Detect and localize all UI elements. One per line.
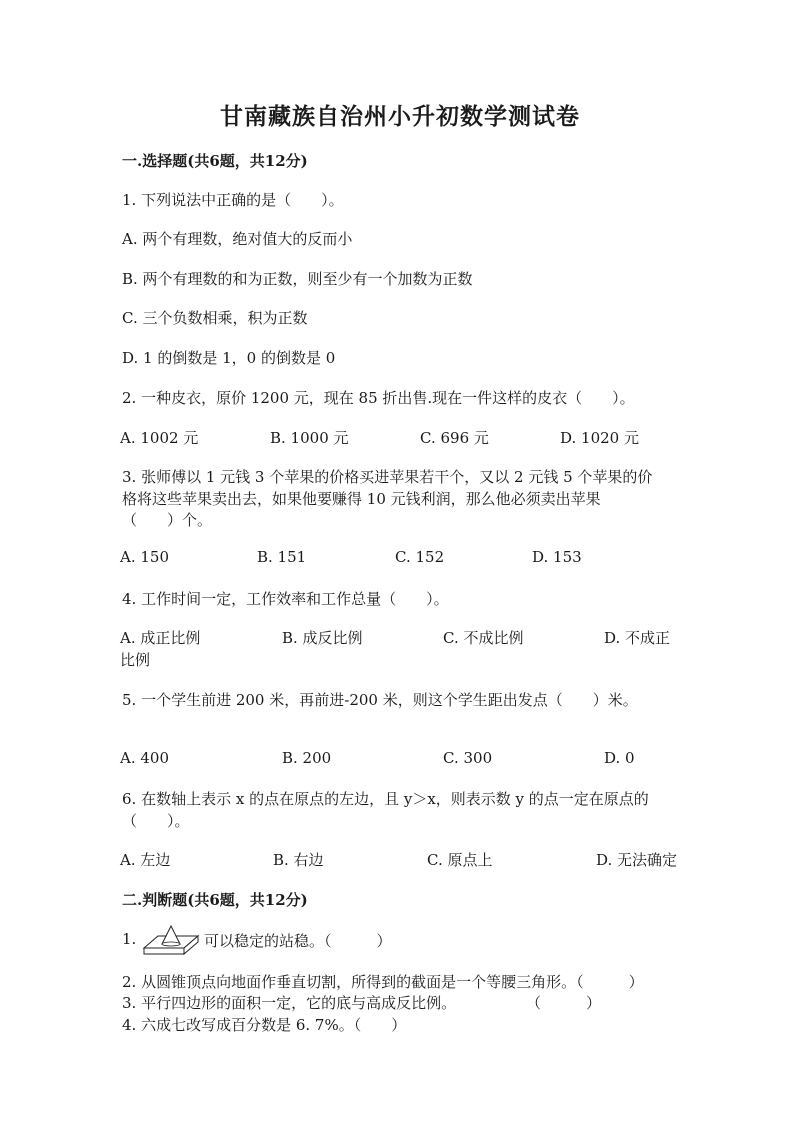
question-6-option-d: D. 无法确定 — [596, 851, 678, 869]
question-3-option-d: D. 153 — [532, 548, 582, 566]
judgment-3-blank: （ ） — [526, 994, 602, 1012]
question-5-option-d: D. 0 — [604, 749, 635, 767]
question-1-option-a: A. 两个有理数，绝对值大的反而小 — [122, 230, 353, 248]
question-3-option-a: A. 150 — [120, 548, 169, 566]
question-4-option-d-wrap: 比例 — [120, 651, 151, 669]
question-4-option-d: D. 不成正 — [604, 629, 671, 647]
judgment-1-text: 可以稳定的站稳。（ ） — [204, 932, 392, 950]
question-6-option-a: A. 左边 — [120, 851, 171, 869]
question-2-option-b: B. 1000 元 — [270, 429, 349, 447]
question-2-option-d: D. 1020 元 — [560, 429, 639, 447]
section-heading-true-false: 二.判断题(共6题，共12分) — [122, 891, 308, 909]
judgment-1-number: 1. — [122, 930, 137, 948]
question-6-stem-line-1: 6. 在数轴上表示 x 的点在原点的左边，且 y＞x，则表示数 y 的点一定在原点的 — [122, 790, 649, 808]
judgment-3-text: 3. 平行四边形的面积一定，它的底与高成反比例。 — [122, 994, 457, 1012]
question-4-option-b: B. 成反比例 — [282, 629, 363, 647]
question-4-option-c: C. 不成比例 — [443, 629, 524, 647]
question-3-stem-line-2: 格将这些苹果卖出去，如果他要赚得 10 元钱利润，那么他必须卖出苹果 — [122, 490, 601, 508]
question-6-option-b: B. 右边 — [273, 851, 324, 869]
question-1-option-c: C. 三个负数相乘，积为正数 — [122, 309, 308, 327]
question-3-stem-line-3: （ ）个。 — [122, 511, 213, 529]
question-2-option-a: A. 1002 元 — [120, 429, 199, 447]
question-3-stem-line-1: 3. 张师傅以 1 元钱 3 个苹果的价格买进苹果若干个，又以 2 元钱 5 个苹果的价 — [122, 468, 653, 486]
question-4-stem: 4. 工作时间一定，工作效率和工作总量（ ）。 — [122, 590, 449, 608]
question-3-option-c: C. 152 — [395, 548, 445, 566]
question-1-option-d: D. 1 的倒数是 1，0 的倒数是 0 — [122, 349, 336, 367]
question-1-option-b: B. 两个有理数的和为正数，则至少有一个加数为正数 — [122, 270, 473, 288]
page-title: 甘南藏族自治州小升初数学测试卷 — [220, 103, 580, 130]
question-3-option-b: B. 151 — [257, 548, 307, 566]
question-6-option-c: C. 原点上 — [427, 851, 493, 869]
question-5-option-c: C. 300 — [443, 749, 493, 767]
judgment-4-text: 4. 六成七改写成百分数是 6. 7%。（ ） — [122, 1016, 407, 1034]
question-1-stem: 1. 下列说法中正确的是（ ）。 — [122, 191, 344, 209]
section-heading-multiple-choice: 一.选择题(共6题，共12分) — [122, 152, 308, 170]
question-2-stem: 2. 一种皮衣，原价 1200 元，现在 85 折出售.现在一件这样的皮衣（ ）。 — [122, 389, 635, 407]
question-4-option-a: A. 成正比例 — [120, 629, 201, 647]
question-5-stem: 5. 一个学生前进 200 米，再前进-200 米，则这个学生距出发点（ ）米。 — [122, 691, 638, 709]
question-5-option-b: B. 200 — [282, 749, 332, 767]
question-6-stem-line-2: （ ）。 — [122, 812, 190, 830]
cone-on-board-icon — [142, 924, 200, 958]
judgment-2-text: 2. 从圆锥顶点向地面作垂直切割，所得到的截面是一个等腰三角形。（ ） — [122, 973, 644, 991]
question-2-option-c: C. 696 元 — [420, 429, 489, 447]
question-5-option-a: A. 400 — [120, 749, 169, 767]
